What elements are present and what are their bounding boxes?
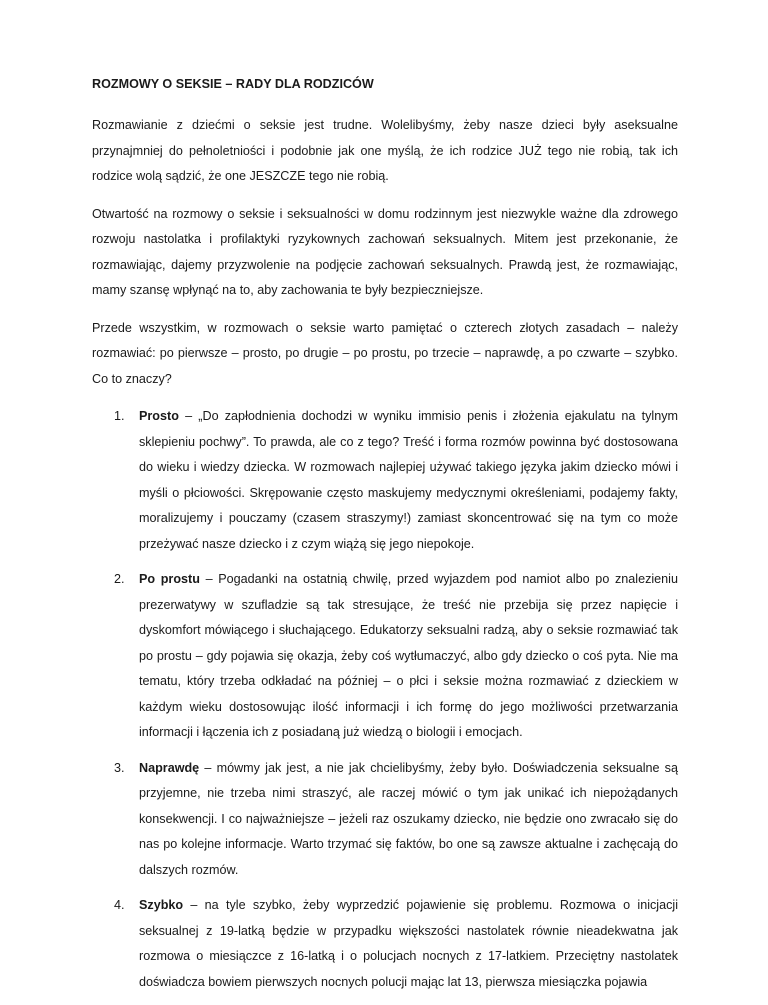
list-item-term: Prosto — [139, 409, 179, 423]
list-item-number: 2. — [114, 572, 125, 586]
list-item-number: 4. — [114, 898, 125, 912]
rules-list — [92, 404, 678, 995]
paragraph-openness: Otwartość na rozmowy o seksie i seksualności w domu rodzinnym jest niezwykle ważne dla zdrowego rozwoju nastolatka i profilaktyki ryzykownych zachowań seksualnych. Mitem jest przekonanie, że rozmawiając, dajemy przyzwolenie na podjęcie zachowań seksualnych. Prawdą jest, że rozmawiając, mamy szansę wpłynąć na to, aby zachowania te były bezpieczniejsze. — [92, 206, 678, 297]
list-item-text — [139, 893, 678, 995]
list-item — [92, 567, 678, 746]
paragraph-rules: Przede wszystkim, w rozmowach o seksie warto pamiętać o czterech złotych zasadach – należy rozmawiać: po pierwsze – prosto, po drugie – po prostu, po trzecie – naprawdę, a po czwarte – szybko. Co to znaczy? — [92, 320, 678, 386]
list-item-term: Naprawdę — [139, 760, 200, 775]
list-item-body: – mówmy jak jest, a nie jak chcielibyśmy, żeby było. Doświadczenia seksualne są przyjemne, nie trzeba nimi straszyć, ale raczej mówić o tym jak unikać ich niepożądanych konsekwencji. I co najważniejsze – jeżeli raz oszukamy dziecko, nie będzie ono zwracało się do nas po kolejne informacje. Warto trzymać się faktów, bo one są zawsze aktualne i zachęcają do dalszych rozmów. — [139, 760, 678, 877]
list-item-text — [139, 756, 678, 884]
list-item-body: – na tyle szybko, żeby wyprzedzić pojawienie się problemu. Rozmowa o inicjacji seksualnej z 19-latką będzie w przypadku większości nastolatek równie nieadekwatna jak rozmowa o miesiączce z 16-latką i o polucjach nocnych z 17-latkiem. Przeciętny nastolatek doświadcza bowiem pierwszych nocnych polucji mając lat 13, pierwsza miesiączka pojawia — [139, 898, 678, 989]
list-item-number: 1. — [114, 409, 125, 423]
list-item-body: – Pogadanki na ostatnią chwilę, przed wyjazdem pod namiot albo po znalezieniu prezerwatywy w szufladzie są tak stresujące, że treść nie przebija się przez napięcie i dyskomfort mówiącego i słuchającego. Edukatorzy seksualni radzą, aby o seksie rozmawiać tak po prostu – gdy pojawia się okazja, żeby coś wytłumaczyć, albo gdy dziecko o coś pyta. Nie ma tematu, który trzeba odkładać na później – o płci i seksie można rozmawiać z dzieckiem w każdym wieku dostosowując ilość informacji i ich formę do jego możliwości przetwarzania informacji i łączenia ich z posiadaną już wiedzą o biologii i emocjach. — [139, 572, 678, 739]
document-title: ROZMOWY O SEKSIE – RADY DLA RODZICÓW — [92, 77, 374, 91]
list-item-number: 3. — [114, 760, 125, 775]
list-item — [92, 893, 678, 995]
paragraph-intro: Rozmawianie z dziećmi o seksie jest trudne. Wolelibyśmy, żeby nasze dzieci były aseksualne przynajmniej do pełnoletniości i podobnie jak one myślą, że ich rodzice JUŻ tego nie robią, tak ich rodzice wolą sądzić, że one JESZCZE tego nie robią. — [92, 118, 678, 183]
list-item — [92, 404, 678, 557]
list-item — [92, 756, 678, 884]
document-page — [92, 76, 678, 1005]
list-item-text — [139, 567, 678, 746]
list-item-term: Szybko — [139, 898, 184, 912]
list-item-text — [139, 404, 678, 557]
list-item-term: Po prostu — [139, 572, 200, 586]
list-item-body: – „Do zapłodnienia dochodzi w wyniku immisio penis i złożenia ejakulatu na tylnym sklepieniu pochwy”. To prawda, ale co z tego? Treść i forma rozmów powinna być dostosowana do wieku i wiedzy dziecka. W rozmowach najlepiej używać takiego języka jakim dziecko mówi i myśli o płciowości. Skrępowanie często maskujemy medycznymi określeniami, podajemy fakty, moralizujemy i pouczamy (czasem straszymy!) zamiast skoncentrować się na tym co może przeżywać nasze dziecko i z czym wiążą się jego niepokoje. — [139, 409, 678, 551]
